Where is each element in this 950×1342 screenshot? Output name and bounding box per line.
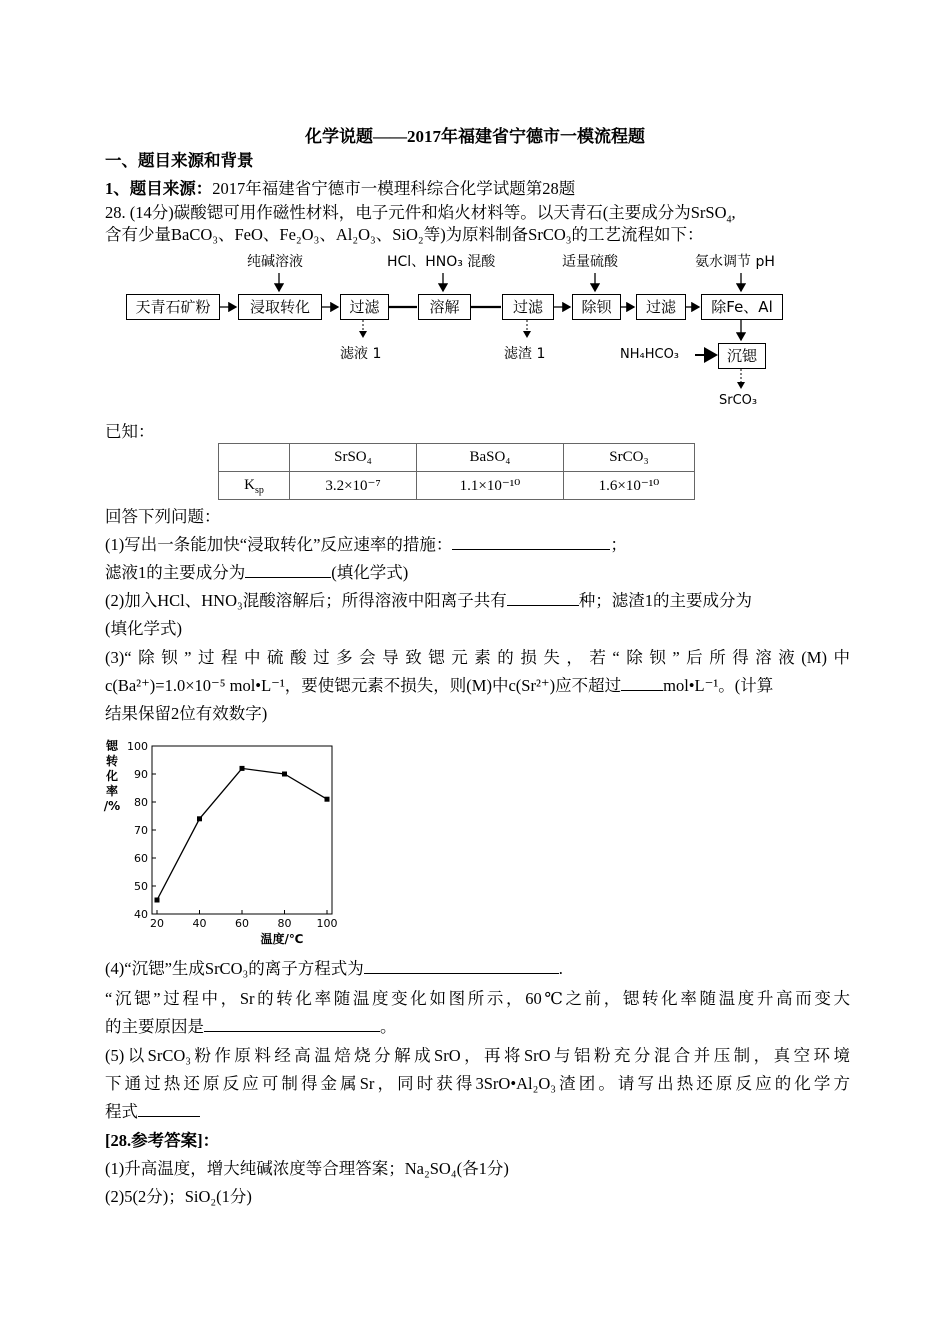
table-cell xyxy=(219,444,290,472)
source-text: 2017年福建省宁德市一模理科综合化学试题第28题 xyxy=(212,179,576,198)
question-3-line3: 结果保留2位有效数字) xyxy=(105,704,268,723)
data-point xyxy=(325,797,330,802)
plot-frame xyxy=(152,746,332,914)
question-3-line2 xyxy=(105,675,850,697)
section-heading: 一、题目来源和背景 xyxy=(105,151,254,170)
question-4b-text: 的主要原因是 xyxy=(105,1017,204,1036)
flow-box-filter-2: 过滤 xyxy=(502,294,554,320)
question-1b-suffix: (填化学式) xyxy=(331,563,409,582)
question-1a-text: (1)写出一条能加快“浸取转化”反应速率的措施： xyxy=(105,535,453,554)
y-tick-label: 50 xyxy=(134,880,148,893)
page-title: 化学说题——2017年福建省宁德市一模流程题 xyxy=(305,127,645,146)
label-ammonia: 氨水调节 pH xyxy=(695,254,775,270)
data-point xyxy=(240,766,245,771)
table-header: SrSO₄ xyxy=(290,444,417,472)
question-3-suffix: mol•L⁻¹。(计算 xyxy=(663,676,774,695)
process-flowchart xyxy=(0,0,950,420)
flow-box-remove-ba: 除钡 xyxy=(572,294,621,320)
x-axis-label: 温度/℃ xyxy=(260,932,304,946)
question-4b-line1: “沉锶”过程中，Sr的转化率随温度变化如图所示，60℃之前，锶转化率随温度升高而变大 xyxy=(105,989,850,1008)
question-1b-text: 滤液1的主要成分为 xyxy=(105,563,246,582)
question-intro-line2: 含有少量BaCO₃、FeO、Fe₂O₃、Al₂O₃、SiO₂等)为原料制备SrCO₃的工艺流程如下： xyxy=(105,225,704,244)
flow-box-leach: 浸取转化 xyxy=(238,294,322,320)
question-intro-text: 28. (14分)碳酸锶可用作磁性材料，电子元件和焰火材料等。以天青石(主要成分为SrSO xyxy=(105,203,727,222)
question-5-line3 xyxy=(105,1101,850,1123)
answer-blank[interactable] xyxy=(507,590,579,606)
flow-box-precipitate: 沉锶 xyxy=(718,343,766,369)
x-tick-label: 80 xyxy=(277,917,292,930)
answer-prompt: 回答下列问题： xyxy=(105,507,221,526)
series-line xyxy=(157,768,327,900)
question-3-text: c(Ba²⁺)=1.0×10⁻⁵ mol•L⁻¹，要使锶元素不损失，则(M)中c(Sr²⁺)应不超过 xyxy=(105,676,622,695)
y-tick-label: 90 xyxy=(134,768,148,781)
question-2-line2: (填化学式) xyxy=(105,619,182,638)
x-tick-label: 100 xyxy=(316,917,338,930)
data-point xyxy=(282,772,287,777)
table-cell: 3.2×10⁻⁷ xyxy=(290,472,417,500)
table-cell: 1.1×10⁻¹⁰ xyxy=(417,472,564,500)
data-point xyxy=(155,898,160,903)
answer-blank[interactable] xyxy=(621,675,663,691)
label-nh4hco3: NH₄HCO₃ xyxy=(620,347,680,362)
y-axis-label: 化 xyxy=(105,769,119,783)
label-product: SrCO₃ xyxy=(719,393,758,408)
question-1b xyxy=(105,562,850,584)
label-soda-solution: 纯碱溶液 xyxy=(247,254,303,270)
flow-box-ore: 天青石矿粉 xyxy=(126,294,220,320)
known-label: 已知： xyxy=(105,422,155,441)
question-4-text: (4)“沉锶”生成SrCO₃的离子方程式为 xyxy=(105,959,364,978)
label-residue-1: 滤渣 1 xyxy=(504,346,546,362)
data-point xyxy=(197,816,202,821)
x-tick-label: 20 xyxy=(150,917,164,930)
y-axis-label: 率 xyxy=(105,784,119,798)
answer-blank[interactable] xyxy=(245,562,331,578)
answer-blank[interactable] xyxy=(138,1101,200,1117)
table-row-label: $K_{sp}$ xyxy=(219,472,290,500)
question-5-line1: (5)以SrCO₃粉作原料经高温焙烧分解成SrO，再将SrO与铝粉充分混合并压制，真空环境 xyxy=(105,1046,850,1065)
question-4b-line2 xyxy=(105,1016,850,1038)
question-2-suffix: 种；滤渣1的主要成分为 xyxy=(578,591,752,610)
source-label: 1、题目来源： xyxy=(105,179,213,198)
question-4b-end: 。 xyxy=(380,1017,397,1036)
conversion-chart xyxy=(100,734,345,950)
answer-2: (2)5(2分)；SiO₂(1分) xyxy=(105,1187,252,1206)
flow-box-remove-fe-al: 除Fe、Al xyxy=(701,294,783,320)
table-row xyxy=(219,472,695,500)
flow-box-dissolve: 溶解 xyxy=(418,294,471,320)
table-header-row xyxy=(219,444,695,472)
answer-heading: [28.参考答案]： xyxy=(105,1131,220,1150)
question-4 xyxy=(105,958,850,980)
question-3-line1: (3)“除钡”过程中硫酸过多会导致锶元素的损失，若“除钡”后所得溶液(M)中 xyxy=(105,648,850,667)
answer-1: (1)升高温度，增大纯碱浓度等合理答案；Na₂SO₄(各1分) xyxy=(105,1159,509,1178)
y-tick-label: 80 xyxy=(134,796,148,809)
y-tick-label: 60 xyxy=(134,852,148,865)
y-axis-label: 转 xyxy=(105,754,119,768)
label-sulfuric-acid: 适量硫酸 xyxy=(562,254,618,270)
label-filtrate-1: 滤液 1 xyxy=(340,346,382,362)
label-mixed-acid: HCl、HNO₃ 混酸 xyxy=(387,254,496,270)
ksp-table xyxy=(218,443,695,500)
y-axis-label: /% xyxy=(103,799,121,813)
y-axis-label: 锶 xyxy=(105,739,119,753)
x-tick-label: 40 xyxy=(192,917,207,930)
question-intro-line1: 28. (14分)碳酸锶可用作磁性材料，电子元件和焰火材料等。以天青石(主要成分为SrSO$_4$, xyxy=(105,203,736,226)
table-header: SrCO₃ xyxy=(564,444,695,472)
table-cell: 1.6×10⁻¹⁰ xyxy=(564,472,695,500)
y-tick-label: 70 xyxy=(134,824,148,837)
flow-box-filter-1: 过滤 xyxy=(340,294,389,320)
question-2 xyxy=(105,590,850,612)
answer-blank[interactable] xyxy=(452,534,610,550)
question-5-text: 程式 xyxy=(105,1102,138,1121)
table-header: BaSO₄ xyxy=(417,444,564,472)
question-1a: (1)写出一条能加快“浸取转化”反应速率的措施： ； xyxy=(105,535,627,554)
y-tick-label: 40 xyxy=(134,908,148,921)
answer-blank[interactable] xyxy=(204,1016,380,1032)
flow-box-filter-3: 过滤 xyxy=(636,294,686,320)
question-2-text: (2)加入HCl、HNO₃混酸溶解后；所得溶液中阳离子共有 xyxy=(105,591,507,610)
y-tick-label: 100 xyxy=(127,740,148,753)
x-tick-label: 60 xyxy=(235,917,249,930)
answer-blank[interactable] xyxy=(364,958,559,974)
question-4-suffix: . xyxy=(558,959,563,978)
question-5-line2: 下通过热还原反应可制得金属Sr，同时获得3SrO•Al₂O₃渣团。请写出热还原反应的化学方 xyxy=(105,1074,850,1093)
